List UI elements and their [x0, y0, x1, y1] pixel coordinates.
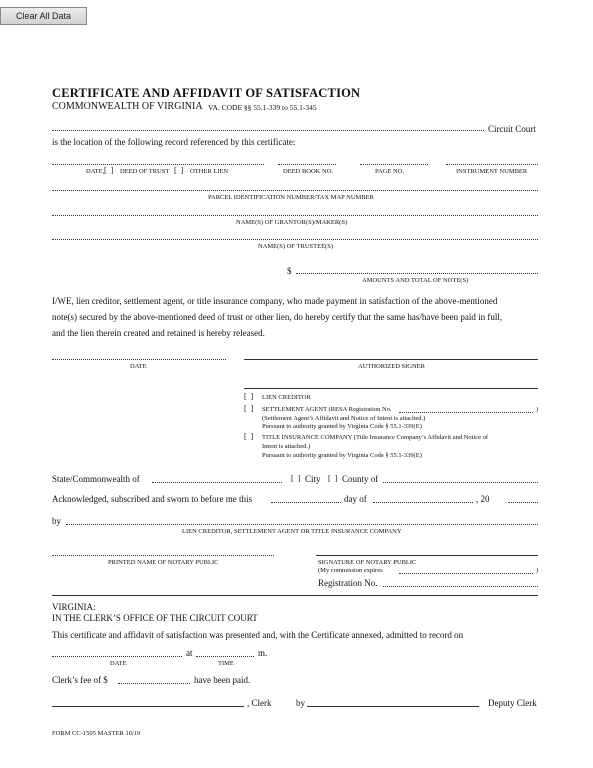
commission-expires-field[interactable] — [399, 573, 533, 574]
ack-year-field[interactable] — [508, 502, 538, 503]
signer-date-label: DATE — [130, 363, 147, 370]
resa-registration-field[interactable] — [399, 412, 533, 413]
by-field[interactable] — [66, 524, 538, 525]
signer-name-field[interactable] — [244, 388, 538, 389]
lien-creditor-label: LIEN CREDITOR — [262, 394, 311, 401]
trustees-label: NAME(S) OF TRUSTEE(S) — [258, 243, 333, 250]
deed-book-label: DEED BOOK NO. — [283, 168, 334, 175]
recorded-time-field[interactable] — [196, 656, 254, 657]
statement-line-1: I/WE, lien creditor, settlement agent, or title insurance company, who made payment in satisfaction of the above-mentioned — [52, 296, 498, 306]
page-no-label: PAGE NO. — [375, 168, 405, 175]
section-divider — [52, 595, 538, 596]
state-commonwealth-field[interactable] — [152, 482, 282, 483]
other-lien-label: OTHER LIEN — [190, 168, 229, 175]
amounts-label: AMOUNTS AND TOTAL OF NOTE(S) — [362, 277, 469, 284]
deed-of-trust-checkbox[interactable]: [ ] — [104, 166, 114, 175]
by-caption: LIEN CREDITOR, SETTLEMENT AGENT OR TITLE INSURANCE COMPANY — [182, 528, 402, 535]
form-title: CERTIFICATE AND AFFIDAVIT OF SATISFACTION — [52, 86, 361, 100]
grantors-field[interactable] — [52, 215, 538, 216]
settlement-agent-label: SETTLEMENT AGENT (RESA Registration No. — [262, 406, 392, 413]
statement-line-3: and the lien therein created and retained is hereby released. — [52, 328, 265, 338]
deputy-by-label: by — [296, 698, 305, 708]
settlement-note-1: (Settlement Agent’s Affidavit and Notice of Intent is attached.) — [262, 415, 426, 422]
authorized-signer-label: AUTHORIZED SIGNER — [358, 363, 425, 370]
notary-signature-field[interactable] — [316, 555, 538, 556]
settlement-agent-checkbox[interactable]: [ ] — [244, 404, 254, 413]
record-date-field[interactable] — [52, 164, 264, 165]
notary-printed-name-field[interactable] — [52, 555, 274, 556]
location-text: is the location of the following record referenced by this certificate: — [52, 137, 296, 147]
county-label: County of — [342, 474, 379, 484]
clerk-presented-text: This certificate and affidavit of satisfaction was presented and, with the Certificate annexed, admitted to record on — [52, 630, 464, 640]
deed-of-trust-label: DEED OF TRUST — [120, 168, 170, 175]
other-lien-checkbox[interactable]: [ ] — [174, 166, 184, 175]
clerk-virginia: VIRGINIA: — [52, 602, 96, 612]
settlement-note-2: Pursuant to authority granted by Virginia Code § 55.1-339(E) — [262, 423, 422, 430]
circuit-court-field[interactable] — [52, 130, 484, 131]
state-commonwealth-label: State/Commonwealth of — [52, 474, 140, 484]
recorded-date-field[interactable] — [52, 656, 182, 657]
fee-paid-label: have been paid. — [194, 675, 251, 685]
day-of-label: day of — [344, 494, 367, 504]
grantors-label: NAME(S) OF GRANTOR(S)/MAKER(S) — [236, 219, 348, 226]
amounts-field[interactable] — [296, 273, 538, 274]
form-state: COMMONWEALTH OF VIRGINIA — [52, 101, 203, 112]
m-label: m. — [258, 648, 268, 658]
recorded-time-label: TIME — [218, 660, 234, 667]
title-company-checkbox[interactable]: [ ] — [244, 432, 254, 441]
trustees-field[interactable] — [52, 239, 538, 240]
printed-name-label: PRINTED NAME OF NOTARY PUBLIC — [108, 559, 219, 566]
county-field[interactable] — [383, 482, 538, 483]
by-label: by — [52, 516, 61, 526]
lien-creditor-checkbox[interactable]: [ ] — [244, 392, 254, 401]
registration-field[interactable] — [383, 586, 538, 587]
dollar-sign: $ — [287, 266, 292, 276]
at-label: at — [186, 648, 193, 658]
city-label: City — [305, 474, 321, 484]
signer-date-field[interactable] — [52, 359, 226, 360]
commission-close: ) — [536, 567, 539, 574]
instrument-label: INSTRUMENT NUMBER — [456, 168, 528, 175]
settlement-close: ) — [536, 406, 539, 413]
page-no-field[interactable] — [360, 164, 428, 165]
recorded-date-label: DATE — [110, 660, 127, 667]
clerk-office: IN THE CLERK’S OFFICE OF THE CIRCUIT COURT — [52, 613, 258, 623]
form-number: FORM CC-1505 MASTER 10/19 — [52, 730, 141, 737]
deputy-clerk-label: Deputy Clerk — [488, 698, 537, 708]
title-note-1: Intent is attached.) — [262, 443, 311, 450]
authorized-signer-field[interactable] — [244, 359, 538, 360]
clerk-label: , Clerk — [247, 698, 272, 708]
acknowledged-label: Acknowledged, subscribed and sworn to before me this — [52, 494, 252, 504]
record-date-label: DATE, — [86, 168, 105, 175]
city-checkbox[interactable]: [ ] — [291, 474, 301, 483]
title-note-2: Pursuant to authority granted by Virginia Code § 55.1-339(E) — [262, 452, 422, 459]
year-prefix: , 20 — [476, 494, 490, 504]
deed-book-field[interactable] — [278, 164, 336, 165]
notary-signature-label: SIGNATURE OF NOTARY PUBLIC — [318, 559, 417, 566]
ack-day-field[interactable] — [271, 502, 341, 503]
clerk-fee-label: Clerk’s fee of $ — [52, 675, 108, 685]
form-code: VA. CODE §§ 55.1-339 to 55.1-345 — [208, 103, 317, 112]
clear-all-data-button[interactable]: Clear All Data — [0, 7, 87, 25]
statement-line-2: note(s) secured by the above-mentioned deed of trust or other lien, do hereby certify that the same has/have been paid in full, — [52, 312, 503, 322]
parcel-label: PARCEL IDENTIFICATION NUMBER/TAX MAP NUMBER — [208, 194, 374, 201]
deputy-clerk-field[interactable] — [307, 706, 479, 707]
instrument-field[interactable] — [446, 164, 538, 165]
parcel-field[interactable] — [52, 190, 538, 191]
county-checkbox[interactable]: [ ] — [328, 474, 338, 483]
registration-label: Registration No. — [318, 578, 378, 588]
clerk-fee-field[interactable] — [118, 683, 190, 684]
commission-label: (My commission expires — [318, 567, 383, 574]
ack-month-field[interactable] — [373, 502, 473, 503]
title-company-label: TITLE INSURANCE COMPANY (Title Insurance Company’s Affidavit and Notice of — [262, 434, 489, 441]
clerk-name-field[interactable] — [52, 706, 244, 707]
circuit-court-suffix: Circuit Court — [488, 124, 536, 134]
